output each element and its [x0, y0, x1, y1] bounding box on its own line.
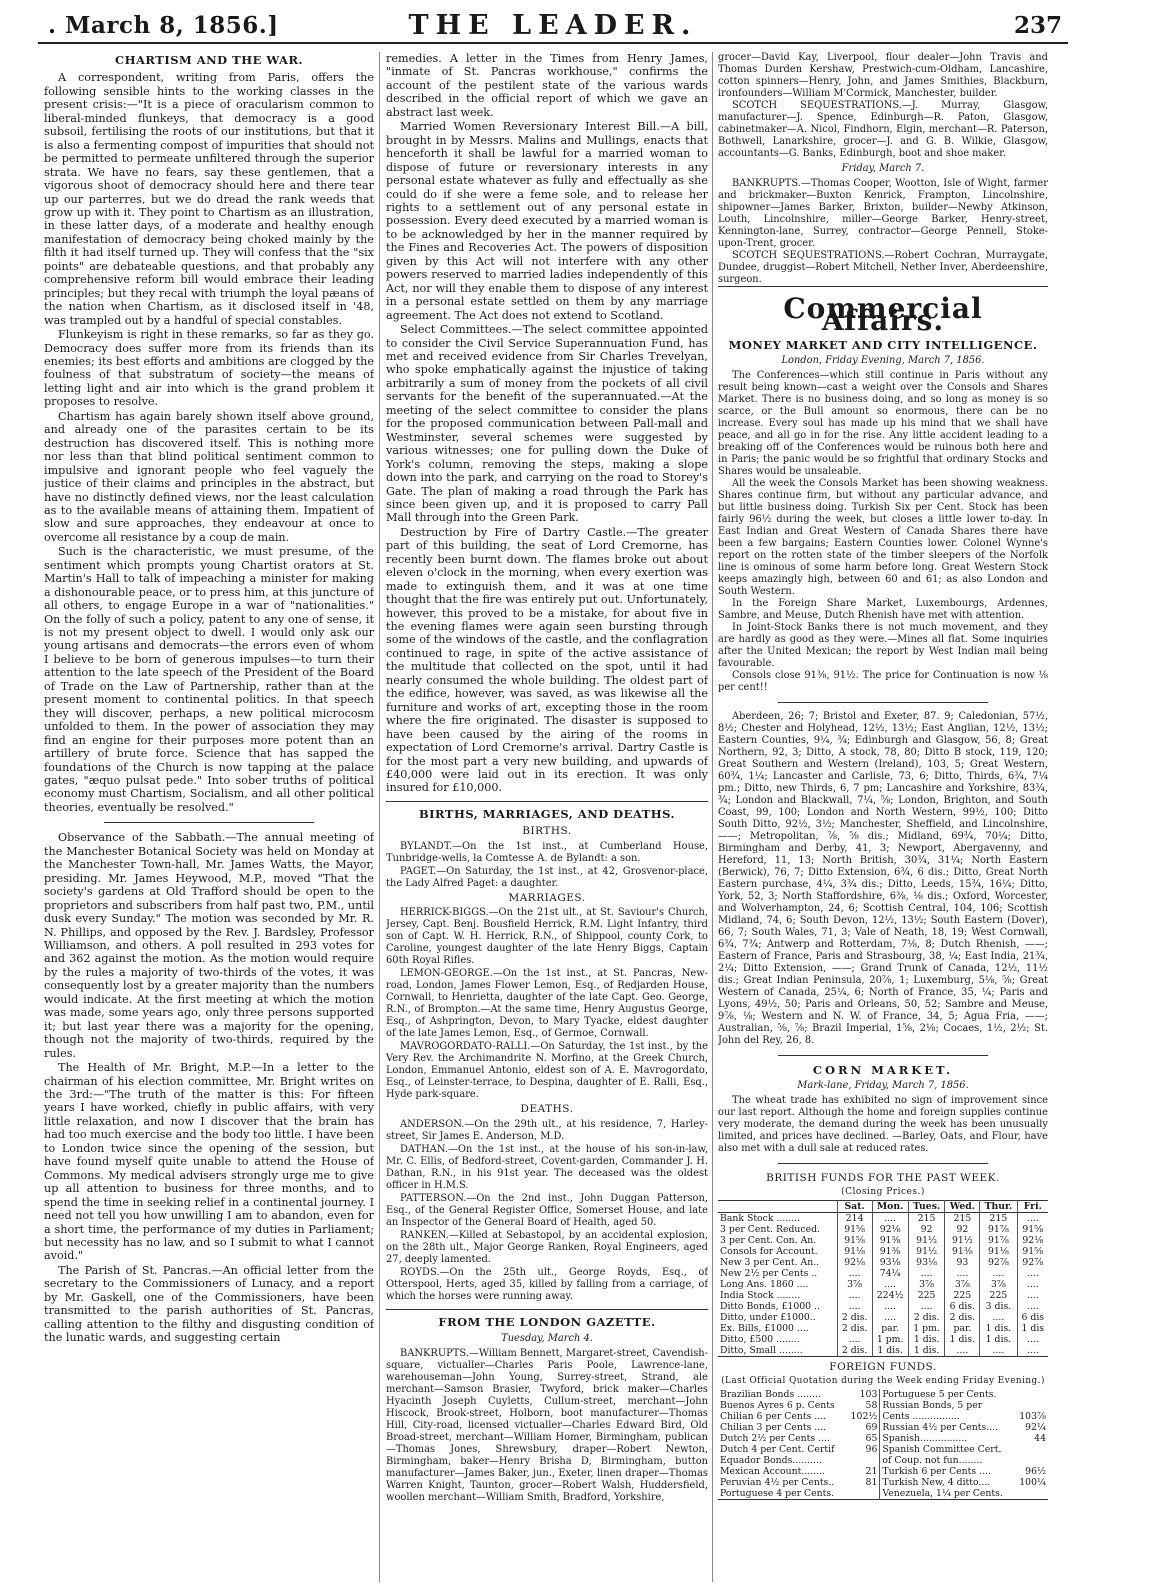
fund-price: par.	[872, 1323, 908, 1334]
table-header-row	[718, 1201, 1048, 1213]
fund-price: ....	[837, 1268, 872, 1279]
fund-price: ....	[1017, 1213, 1048, 1225]
fund-price: 215	[945, 1213, 980, 1225]
fund-name: Ditto Bonds, £1000 ..	[720, 1301, 820, 1312]
market-paragraph: All the week the Consols Market has been showing weakness. Shares continue firm, but without any particular advance, and but little business doing. Turkish Six per Cent. Stock has been fairly 96½ during the week, but closes a little lower to-day. In East Indian and Great Western of Canada Shares there have been a few bargains; Eastern Counties lower. Colonel Wynne's report on the rotten state of the timber sleepers of the Norfolk line is ominous of some harm before long. Great Western Stock keeps amazingly high, between 60 and 61; as also London and South Western.	[718, 478, 1048, 597]
foreign-fund-price: 58	[865, 1400, 878, 1411]
table-row	[718, 1268, 1048, 1279]
news-item: The Parish of St. Pancras.—An official letter from the secretary to the Commissioners of Lunacy, and a report by Mr. Gaskell, one of the Commissioners, have been transmitted to the parish authorities of St. Pancras, calling attention to the filthy and disgusting condition of the lunatic wards, and suggesting certain	[44, 1263, 374, 1345]
fund-name: Consols for Account.	[720, 1246, 818, 1257]
table-row	[718, 1301, 1048, 1312]
article-paragraph: A correspondent, writing from Paris, offers the following sensible hints to the working classes in the present crisis:—"It is a piece of oracularism common to liberal-minded flunkeys, that democracy is a good subsoil, fertilising the roots of our institutions, but that it is also a fermenting compost of impurities that should not be permitted to permeate unfiltered through the superior strata. We have no fears, say these gentlemen, that a vigorous shoot of democracy should here and there tear up our parterres, but we do dread the rank weeds that grow up with it. They point to Chartism as an illustration, in these latter days, of a moderate and healthy enough manifestation of democracy being choked mainly by the filth it had itself turned up. They will confess that the "six points" are debateable questions, and that probably any comprehensive reform bill would embrace their leading principles; but they recal with triumph the loyal pæans of the nation when Chartism, as it disclosed itself in '48, was trampled out by a handful of special constables.	[44, 71, 374, 327]
fund-price: ....	[980, 1345, 1017, 1357]
page-header	[38, 8, 1068, 44]
foreign-fund-price	[1015, 1455, 1048, 1466]
scotch-sequestrations: SCOTCH SEQUESTRATIONS.—Robert Cochran, Murraygate, Dundee, druggist—Robert Mitchell, Nether Inver, Aberdeenshire, surgeon.	[718, 250, 1048, 285]
fund-price: 91⅝	[1017, 1224, 1048, 1235]
corn-market-report: The wheat trade has exhibited no sign of improvement since our last report. Although the home and foreign supplies continue very moderate, the demand during the week has been unusually limited, and prices have declined. —Barley, Oats, and Flour, have also met with a dull sale at reduced rates.	[718, 1095, 1048, 1154]
fund-price: ....	[1017, 1268, 1048, 1279]
fund-price: 225	[945, 1290, 980, 1301]
article-paragraph: Flunkeyism is right in these remarks, so far as they go. Democracy does suffer more from its friends than its enemies; its best efforts and ambitions are clogged by the foulness of that substratum of society—the means of letting light and air into which is the grand problem it proposes to resolve.	[44, 328, 374, 409]
table-row	[718, 1422, 1048, 1433]
foreign-fund-price: 81	[865, 1477, 878, 1488]
fund-price: 1 dis.	[980, 1334, 1017, 1345]
column-divider	[379, 52, 380, 1582]
foreign-fund-name: Equador Bonds..........	[720, 1455, 822, 1466]
fund-price: 74¼	[872, 1268, 908, 1279]
foreign-fund-name: Chilian 6 per Cents ....	[720, 1411, 827, 1422]
fund-price: 92⅞	[1017, 1257, 1048, 1268]
fund-price: ....	[872, 1279, 908, 1290]
table-row	[718, 1400, 1048, 1411]
foreign-fund-price: 69	[865, 1422, 878, 1433]
fund-price: 6 dis	[1017, 1312, 1048, 1323]
table-row	[718, 1235, 1048, 1246]
fund-price: ....	[945, 1345, 980, 1357]
foreign-fund-price	[1015, 1400, 1048, 1411]
table-row	[718, 1224, 1048, 1235]
table-row	[718, 1213, 1048, 1225]
news-item: Observance of the Sabbath.—The annual meeting of the Manchester Botanical Society was held on Monday at the Manchester Town-hall, Mr. James Watts, the Mayor, presiding. Mr. James Heywood, M.P., moved "That the society's gardens at Old Trafford should be open to the proprietors and subscribers from half past two, P.M., until dusk every Sunday." The motion was seconded by Mr. R. N. Phillips, and opposed by the Rev. J. Bardsley, Professor Williamson, and others. A poll resulted in 293 votes for and 362 against the motion. As the motion would require by the rules a majority of two-thirds of the votes, it was consequently lost by a greater majority than the numbers would indicate. At the first meeting at which the motion was made, some years ago, only three persons supported it; but last year there was a majority for the opening, though not the majority of two-thirds, required by the rules.	[44, 831, 374, 1060]
fund-name: Long Ans. 1860 ....	[720, 1279, 809, 1290]
issue-date: . March 8, 1856.]	[48, 12, 279, 39]
fund-price: 91⅝	[1017, 1246, 1048, 1257]
foreign-fund-price	[1015, 1488, 1048, 1500]
section-rule	[778, 1055, 988, 1056]
fund-price: 92⅛	[1017, 1235, 1048, 1246]
corn-market-dateline: Mark-lane, Friday, March 7, 1856.	[797, 1080, 969, 1091]
column-header: Fri.	[1017, 1201, 1048, 1213]
fund-name: Bank Stock ........	[720, 1213, 801, 1224]
fund-price: 91½	[945, 1235, 980, 1246]
fund-price: 2 dis.	[837, 1323, 872, 1334]
fund-name: 3 per Cent. Con. An.	[720, 1235, 817, 1246]
fund-price: 3⅞	[980, 1279, 1017, 1290]
section-rule	[718, 286, 1048, 337]
foreign-fund-price: 102½	[850, 1411, 878, 1422]
section-rule	[778, 1163, 988, 1164]
fund-price: ....	[837, 1334, 872, 1345]
foreign-fund-name: Venezuela, 1¼ per Cents.	[880, 1488, 1015, 1500]
column-middle	[386, 52, 708, 1582]
foreign-fund-name: Turkish New, 4 ditto....	[880, 1477, 1015, 1488]
gazette-date: Friday, March 7.	[841, 163, 925, 174]
fund-price: ....	[945, 1268, 980, 1279]
foreign-fund-name: Chilian 3 per Cents ....	[720, 1422, 827, 1433]
marriage-notice: LEMON-GEORGE.—On the 1st inst., at St. Pancras, New-road, London, James Flower Lemon, Esq., of Redjarden House, Cornwall, to Henrietta, daughter of the late Capt. Geo. George, R.N., of Brompton.—At the same time, Henry Augustus George, Esq., of Ashprington, Devon, to Mary Tyacke, eldest daughter of the late James Lemon, Esq., of Germoe, Cornwall.	[386, 968, 708, 1040]
fund-price: 91⅛	[837, 1246, 872, 1257]
foreign-fund-name: of Coup. not fun........	[880, 1455, 1015, 1466]
foreign-funds-heading: FOREIGN FUNDS.	[829, 1361, 937, 1373]
fund-price: 92⅛	[872, 1224, 908, 1235]
fund-price: ....	[908, 1268, 945, 1279]
fund-name: Ditto, £500 ........	[720, 1334, 800, 1345]
fund-price: 93⅛	[908, 1257, 945, 1268]
fund-price: 92⅞	[980, 1257, 1017, 1268]
british-funds-heading: BRITISH FUNDS FOR THE PAST WEEK.	[766, 1172, 1000, 1184]
fund-price: 3⅞	[908, 1279, 945, 1290]
fund-price: ....	[872, 1213, 908, 1225]
table-row	[718, 1323, 1048, 1334]
fund-price: ....	[1017, 1301, 1048, 1312]
fund-price: 93	[945, 1257, 980, 1268]
table-row	[718, 1257, 1048, 1268]
fund-price: ....	[1017, 1334, 1048, 1345]
market-paragraph: The Conferences—which still continue in Paris without any result being known—cast a weight over the Consols and Shares Market. There is no business doing, and so long as money is so scarce, or the Bull amount so enormous, there can be no increase. Every soul has made up his mind that we shall have peace, and all go in for the rise. Any little accident leading to a breaking off of the Conferences would be ruinous both here and in Paris; the panic would be so frightful that ordinary Stocks and Shares would be unsaleable.	[718, 370, 1048, 477]
fund-price: 92	[945, 1224, 980, 1235]
fund-price: 91⅜	[872, 1246, 908, 1257]
table-row	[718, 1279, 1048, 1290]
foreign-fund-name: Brazilian Bonds ........	[720, 1389, 821, 1400]
fund-price: 91½	[908, 1246, 945, 1257]
corn-market-heading: CORN MARKET.	[812, 1063, 954, 1077]
foreign-fund-name: Spanish................	[880, 1433, 1015, 1444]
fund-price: 6 dis.	[945, 1301, 980, 1312]
fund-price: 3⅞	[837, 1279, 872, 1290]
table-row	[718, 1334, 1048, 1345]
fund-price: ....	[872, 1312, 908, 1323]
foreign-fund-name: Cents ................	[880, 1411, 1015, 1422]
fund-price: 215	[908, 1213, 945, 1225]
births-heading: BIRTHS.	[522, 825, 572, 838]
fund-price: 91⅜	[872, 1235, 908, 1246]
fund-price: 91⅝	[837, 1235, 872, 1246]
foreign-fund-price	[846, 1488, 880, 1500]
column-header	[718, 1201, 837, 1213]
market-paragraph: In the Foreign Share Market, Luxembourgs, Ardennes, Sambre, and Meuse, Dutch Rhenish have met with attention.	[718, 598, 1048, 621]
table-row	[718, 1411, 1048, 1422]
share-prices: Aberdeen, 26; 7; Bristol and Exeter, 87. 9; Caledonian, 57½, 8½; Chester and Holyhead, 12½, 13½; East Anglian, 12½, 13½; Eastern Counties, 9¼, ¾; Edinburgh and Glasgow, 56, 8; Great Northern, 92, 3; Ditto, A stock, 78, 80; Ditto B stock, 119, 120; Great Southern and Western (Ireland), 103, 5; Great Western, 60¾, 1¼; Lancaster and Carlisle, 73, 6; Ditto, Thirds, 6¾, 7¼ pm.; Ditto, new Thirds, 6, 7 pm; Lancashire and Yorkshire, 83¾, ¾; London and Blackwall, 7¼, ⅝; London, Brighton, and South Coast, 99, 100; London and North Western, 99½, 100; Ditto South Ditto, 92½, 3½; Manchester, Sheffield, and Lincolnshire, ——; Metropolitan, ⅞, ⅝ dis.; Midland, 69¾, 70¼; Ditto, Birmingham and Derby, 41, 3; Newport, Abergavenny, and Hereford, 11, 13; North British, 30¾, 31¼; North Eastern (Berwick), 76, 7; Ditto Extension, 6¾, 6 dis.; Ditto, Great North Eastern purchase, 4¼, 3¾ dis.; Ditto, Leeds, 15¾, 16¼; Ditto, York, 52, 3; North Staffordshire, 6⅜, ⅛ dis.; Oxford, Worcester, and Wolverhampton, 24, 6; Scottish Central, 104, 106; Scottish Midland, 74, 6; South Devon, 12½, 13½; South Eastern (Dover), 66, 7; South Wales, 71, 3; Vale of Neath, 18, 19; West Cornwall, 6¾, 7¾; Antwerp and Rotterdam, 7⅛, 8; Dutch Rhenish, ——; Eastern of France, Paris and Strasbourg, 38, ¼; East India, 21¾, 2¼; Ditto Extension, ——; Grand Trunk of Canada, 12½, 11½ dis.; Great Indian Peninsula, 20⅞, 1; Luxemburg, 5⅛, ⅝; Great Western of Canada, 25¼, 6; North of France, 35, ¼; Paris and Lyons, 49½, 50; Paris and Orleans, 50, 52; Sambre and Meuse, 9⅞, ⅛; Western and N. W. of France, 34, 5; Agua Fria, ——; Australian, ⅝, ⅞; Brazil Imperial, 1⅝, 2⅛; Cocaes, 1½, 2½; St. John del Rey, 26, 8.	[718, 711, 1048, 1046]
fund-price: 91½	[908, 1235, 945, 1246]
column-right	[718, 52, 1048, 1582]
marriage-notice: HERRICK-BIGGS.—On the 21st ult., at St. Saviour's Church, Jersey, Capt. Benj. Bousfield Herrick, R.M. Light Infantry, third son of Capt. W. H. Herrick, R.N., of Shippool, county Cork, to Caroline, youngest daughter of the late Henry Biggs, Captain 60th Royal Rifles.	[386, 907, 708, 967]
fund-price: 91⅝	[837, 1224, 872, 1235]
article-heading: CHARTISM AND THE WAR.	[114, 53, 304, 67]
fund-price: 2 dis.	[908, 1312, 945, 1323]
section-rule	[386, 801, 708, 802]
fund-price: 91⅞	[980, 1224, 1017, 1235]
foreign-fund-price: 92¼	[1025, 1422, 1046, 1433]
article-paragraph: Such is the characteristic, we must presume, of the sentiment which prompts young Chartist orators at St. Martin's Hall to talk of impeaching a minister for making a dishonourable peace, or to press him, at this juncture of all others, to engage Europe in a war of "nationalities." On the folly of such a policy, patent to any one of sense, it is not my present object to dwell. I would only ask our young artisans and democrats—the errors even of whom I believe to be born of generous impulses—to turn their attention to the late speech of the President of the Board of Trade on the Law of Partnership, rather than at the present moment to continental politics. In that speech they will discover, perhaps, a new political microcosm unfolded to them. In the power of association they may find an engine for their purposes more potent than an artillery of brute force. Science that has sapped the foundations of the Church is now tapping at the palace gates, "æquo pulsat pede." Into sober truths of political economy must Chartism, Socialism, and all other political theories, eventually be resolved."	[44, 545, 374, 814]
marriage-notice: MAVROGORDATO-RALLI.—On Saturday, the 1st inst., by the Very Rev. the Archimandrite N. Morfino, at the Greek Church, London, Emmanuel Antonio, eldest son of A. E. Mavrogordato, Esq., of Leinster-terrace, to Despina, daughter of E. Ralli, Esq., Hyde park-square.	[386, 1041, 708, 1101]
fund-price: 1 dis	[1017, 1323, 1048, 1334]
column-header: Mon.	[872, 1201, 908, 1213]
fund-name: Ditto, Small ........	[720, 1345, 803, 1356]
fund-name: New 2½ per Cents ..	[720, 1268, 818, 1279]
fund-name: 3 per Cent. Reduced.	[720, 1224, 821, 1235]
foreign-fund-name: Peruvian 4½ per Cents..	[720, 1477, 835, 1488]
death-notice: ANDERSON.—On the 29th ult., at his residence, 7, Harley-street, Sir James E. Anderson, M.D.	[386, 1118, 708, 1142]
money-market-dateline: London, Friday Evening, March 7, 1856.	[781, 355, 985, 366]
table-row	[718, 1246, 1048, 1257]
fund-name: India Stock ........	[720, 1290, 801, 1301]
fund-price: ....	[1017, 1290, 1048, 1301]
page-number: 237	[1013, 12, 1062, 39]
foreign-fund-price	[846, 1455, 880, 1466]
fund-price: 91⅜	[945, 1246, 980, 1257]
fund-price: 92	[908, 1224, 945, 1235]
death-notice: DATHAN.—On the 1st inst., at the house of his son-in-law, Mr. C. Ellis, of Bedford-street, Covent-garden, Commander J. H. Dathan, R.N., in his 91st year. The deceased was the oldest officer in H.M.S.	[386, 1143, 708, 1191]
column-header: Thur.	[980, 1201, 1017, 1213]
section-rule	[778, 702, 988, 703]
deaths-heading: DEATHS.	[520, 1103, 574, 1116]
fund-price: 1 pm.	[908, 1323, 945, 1334]
column-divider	[712, 52, 713, 1582]
fund-price: 225	[980, 1290, 1017, 1301]
bankrupts-list: BANKRUPTS.—William Bennett, Margaret-street, Cavendish-square, victualler—Charles Paris Poole, Lawrence-lane, warehouseman—John Young, Surrey-street, Strand, ale merchant—Samson Brasier, Twyford, brick maker—Charles Hyacinth Joseph Cuyletts, Cullum-street, merchant—John Hiscock, Brook-street, Holborn, boot manufacturer—Thomas Hill, City-road, licensed victualler—Charles Edward Bird, Old Broad-street, merchant—William Homer, Birmingham, publican—Thomas Jones, Shrewsbury, draper—Robert Newton, Birmingham, baker—Henry Brisha D, Birmingham, button manufacturer—James Baker, jun., Exeter, linen draper—Thomas Warren Knight, Taunton, grocer—Robert Walsh, Huddersfield, woollen merchant—William Smith, Bradford, Yorkshire,	[386, 1348, 708, 1504]
fund-name: New 3 per Cent. An..	[720, 1257, 820, 1268]
foreign-fund-name: Dutch 4 per Cent. Certif	[720, 1444, 835, 1455]
fund-price: 93⅛	[872, 1257, 908, 1268]
foreign-fund-name: Russian 4½ per Cents....	[880, 1422, 1015, 1433]
section-rule	[104, 822, 314, 823]
table-row	[718, 1444, 1048, 1455]
foreign-fund-price: 96	[865, 1444, 878, 1455]
market-paragraph: In Joint-Stock Banks there is not much movement, and they are hardly as good as they were.—Mines all flat. Some inquiries after the United Mexican; the report by West Indian mail being favourable.	[718, 622, 1048, 669]
news-item: remedies. A letter in the Times from Henry James, "inmate of St. Pancras workhouse," confirms the account of the pestilent state of the various wards described in the official report of which we gave an abstract last week.	[386, 52, 708, 119]
table-row	[718, 1312, 1048, 1323]
british-funds-subheading: (Closing Prices.)	[841, 1187, 925, 1197]
table-row	[718, 1389, 1048, 1400]
table-row	[718, 1466, 1048, 1477]
fund-price: ....	[872, 1301, 908, 1312]
column-header: Sat.	[837, 1201, 872, 1213]
money-market-heading: MONEY MARKET AND CITY INTELLIGENCE.	[728, 338, 1038, 352]
foreign-fund-price	[1015, 1389, 1048, 1400]
foreign-fund-name: Russian Bonds, 5 per	[880, 1400, 1015, 1411]
gazette-continued: grocer—David Kay, Liverpool, flour dealer—John Travis and Thomas Durden Kershaw, Prestwich-cum-Oldham, Lancashire, cotton spinners—Henry, John, and James Smithies, Blackburn, ironfounders—William M'Cormick, Manchester, builder.	[718, 52, 1048, 99]
british-funds-table	[718, 1200, 1048, 1357]
foreign-fund-price: 21	[865, 1466, 878, 1477]
death-notice: RANKEN.—Killed at Sebastopol, by an accidental explosion, on the 28th ult., Major George Ranken, Royal Engineers, aged 27, deeply lamented.	[386, 1229, 708, 1265]
masthead-title: THE LEADER.	[408, 10, 698, 41]
bmd-heading: BIRTHS, MARRIAGES, AND DEATHS.	[418, 806, 676, 821]
table-row	[718, 1455, 1048, 1466]
marriages-heading: MARRIAGES.	[508, 891, 586, 904]
scotch-sequestrations: SCOTCH SEQUESTRATIONS.—J. Murray, Glasgow, manufacturer—J. Spence, Edinburgh—R. Paton, Glasgow, cabinetmaker—A. Nicol, Findhorn, Elgin, merchant—R. Paterson, Bothwell, Lanarkshire, grocer—J. and G. B. Wilkie, Glasgow, accountants—G. Banks, Edinburgh, boot and shoe maker.	[718, 100, 1048, 159]
news-item: The Health of Mr. Bright, M.P.—In a letter to the chairman of his election committee, Mr. Bright writes on the 3rd:—"The truth of the matter is this: For fifteen years I have worked, chiefly in public affairs, with very little relaxation, and now I discover that the brain has had too much exercise and the body too little. I have been to London twice since the opening of the session, but have found myself quite unable to attend the House of Commons. My medical advisers strongly urge me to give up all attention to business for three months, and to spend the time in seeking relief in a continental journey. I need not tell you how unwilling I am to abandon, even for a short time, the performance of my duties in Parliament; but necessity has no law, and so I submit to what I cannot avoid."	[44, 1061, 374, 1263]
gazette-date: Tuesday, March 4.	[501, 1333, 593, 1345]
foreign-fund-name: Portuguese 4 per Cents.	[720, 1488, 835, 1499]
fund-price: ....	[837, 1301, 872, 1312]
death-notice: PATTERSON.—On the 2nd inst., John Duggan Patterson, Esq., of the General Register Office, Somerset House, and late an Inspector of the General Board of Health, aged 50.	[386, 1192, 708, 1228]
fund-price: 215	[980, 1213, 1017, 1225]
fund-price: 91⅛	[980, 1246, 1017, 1257]
foreign-fund-price: 103	[859, 1389, 878, 1400]
table-row	[718, 1477, 1048, 1488]
fund-price: 1 dis.	[908, 1345, 945, 1357]
foreign-fund-price: 65	[865, 1433, 878, 1444]
fund-price: ....	[980, 1312, 1017, 1323]
foreign-fund-price: 103⅞	[1019, 1411, 1046, 1422]
article-paragraph: Chartism has again barely shown itself above ground, and already one of the parasites certain to be its destruction has discovered itself. This is nothing more nor less than that blind political sentiment common to impulsive and ignorant people who feel vaguely the justice of their claims and principles in the abstract, but have no distinctly defined views, nor the least calculation as to the available means of attaining them. Impatient of slow and sure approaches, they endeavour at once to overcome all resistance by a coup de main.	[44, 409, 374, 544]
fund-price: ....	[908, 1301, 945, 1312]
fund-price: 1 dis.	[980, 1323, 1017, 1334]
foreign-fund-name: Mexican Account........	[720, 1466, 826, 1477]
fund-price: ....	[837, 1290, 872, 1301]
table-row	[718, 1488, 1048, 1500]
foreign-fund-name: Buenos Ayres 6 p. Cents	[720, 1400, 835, 1411]
fund-name: Ditto, under £1000..	[720, 1312, 816, 1323]
column-header: Wed.	[945, 1201, 980, 1213]
fund-price: 2 dis.	[945, 1312, 980, 1323]
fund-name: Ex. Bills, £1000 ....	[720, 1323, 809, 1334]
fund-price: 92⅛	[837, 1257, 872, 1268]
fund-price: 1 dis.	[945, 1334, 980, 1345]
table-row	[718, 1290, 1048, 1301]
foreign-fund-price	[1015, 1444, 1048, 1455]
commercial-affairs-heading: Commercial Affairs.	[783, 292, 983, 337]
market-paragraph: Consols close 91⅜, 91½. The price for Continuation is now ⅛ per cent!!	[718, 670, 1048, 693]
gazette-heading: FROM THE LONDON GAZETTE.	[438, 1314, 656, 1329]
foreign-funds-subheading: (Last Official Quotation during the Week ending Friday Evening.)	[721, 1376, 1045, 1386]
birth-notice: BYLANDT.—On the 1st inst., at Cumberland House, Tunbridge-wells, la Comtesse A. de Bylandt: a son.	[386, 840, 708, 864]
foreign-fund-name: Turkish 6 per Cents ....	[880, 1466, 1015, 1477]
foreign-fund-price: 44	[1034, 1433, 1046, 1444]
fund-price: 91⅞	[980, 1235, 1017, 1246]
fund-price: ....	[1017, 1279, 1048, 1290]
table-row	[718, 1345, 1048, 1357]
section-rule	[386, 1309, 708, 1310]
fund-price: 2 dis.	[837, 1312, 872, 1323]
fund-price: ....	[980, 1268, 1017, 1279]
foreign-funds-table	[718, 1389, 1048, 1500]
fund-price: ....	[1017, 1345, 1048, 1357]
fund-price: 2 dis.	[837, 1345, 872, 1357]
fund-price: par.	[945, 1323, 980, 1334]
foreign-fund-price: 96½	[1025, 1466, 1046, 1477]
death-notice: ROYDS.—On the 25th ult., George Royds, Esq., of Otterspool, Herts, aged 35, killed by falling from a carriage, of which the horses were running away.	[386, 1266, 708, 1302]
fund-price: 3 dis.	[980, 1301, 1017, 1312]
fund-price: 1 dis.	[872, 1345, 908, 1357]
birth-notice: PAGET.—On Saturday, the 1st inst., at 42, Grosvenor-place, the Lady Alfred Paget: a daughter.	[386, 865, 708, 889]
foreign-fund-name: Spanish Committee Cert.	[880, 1444, 1015, 1455]
column-header: Tues.	[908, 1201, 945, 1213]
news-item: Destruction by Fire of Dartry Castle.—The greater part of this building, the seat of Lord Cremorne, has recently been burnt down. The flames broke out about eleven o'clock in the morning, when every exertion was made to extinguish them, and it was at one time thought that the fire was entirely put out. Unfortunately, however, this proved to be a mistake, for about five in the evening flames were again seen bursting through some of the windows of the castle, and the conflagration continued to rage, in spite of the active assistance of the multitude that collected on the spot, until it had nearly consumed the whole building. The oldest part of the edifice, however, was saved, as was likewise all the furniture and works of art, excepting those in the room where the fire originated. The disaster is supposed to have been caused by the airing of the rooms in expectation of Lord Cremorne's arrival. Dartry Castle is for the most part a very new building, and upwards of £40,000 were laid out in its erection. It was only insured for £10,000.	[386, 525, 708, 795]
fund-price: 3⅞	[945, 1279, 980, 1290]
foreign-fund-name: Dutch 2½ per Cents ....	[720, 1433, 830, 1444]
table-row	[718, 1433, 1048, 1444]
news-item: Married Women Reversionary Interest Bill.—A bill, brought in by Messrs. Malins and Mullings, enacts that henceforth it shall be lawful for a married woman to dispose of future or reversionary interests in any personal estate whatever as fully and effectually as she could do if she were a feme sole, and to release her rights to a settlement out of any personal estate in possession. Every deed executed by a married woman is to be acknowledged by her in the manner required by the Fines and Recoveries Act. The powers of disposition given by this Act will not interfere with any other powers reserved to married ladies independently of this Act, nor will they enable them to dispose of any interest in a personal estate settled on them by any marriage agreement. The Act does not extend to Scotland.	[386, 120, 708, 322]
fund-price: 1 dis.	[908, 1334, 945, 1345]
bankrupts-list: BANKRUPTS.—Thomas Cooper, Wootton, Isle of Wight, farmer and brickmaker—Buxton Kenrick, Frampton, Lincolnshire, shipowner—James Barker, Brixton, builder—Newby Atkinson, Louth, Lincolnshire, miller—George Barker, Henry-street, Kennington-lane, Surrey, contractor—George Pennell, Stoke-upon-Trent, grocer.	[718, 178, 1048, 249]
fund-price: 225	[908, 1290, 945, 1301]
news-item: Select Committees.—The select committee appointed to consider the Civil Service Superannuation Fund, has met and received evidence from Sir Charles Trevelyan, who spoke emphatically against the injustice of taking arbitrarily a sum of money from the pockets of all civil servants for the benefit of the superannuated.—At the meeting of the select committee to consider the plans for the proposed communication between Pall-mall and Westminster, several schemes were suggested by various witnesses; one for pulling down the Duke of York's column, removing the steps, making a slope down into the park, and carrying on the road to Storey's Gate. The plan of making a road through the Park has since been given up, and it is proposed to carry Pall Mall through into the Green Park.	[386, 323, 708, 525]
fund-price: 214	[837, 1213, 872, 1225]
foreign-fund-name: Portuguese 5 per Cents.	[880, 1389, 1015, 1400]
fund-price: 224½	[872, 1290, 908, 1301]
foreign-fund-price: 100¼	[1019, 1477, 1046, 1488]
column-left	[44, 52, 374, 1582]
fund-price: 1 pm.	[872, 1334, 908, 1345]
